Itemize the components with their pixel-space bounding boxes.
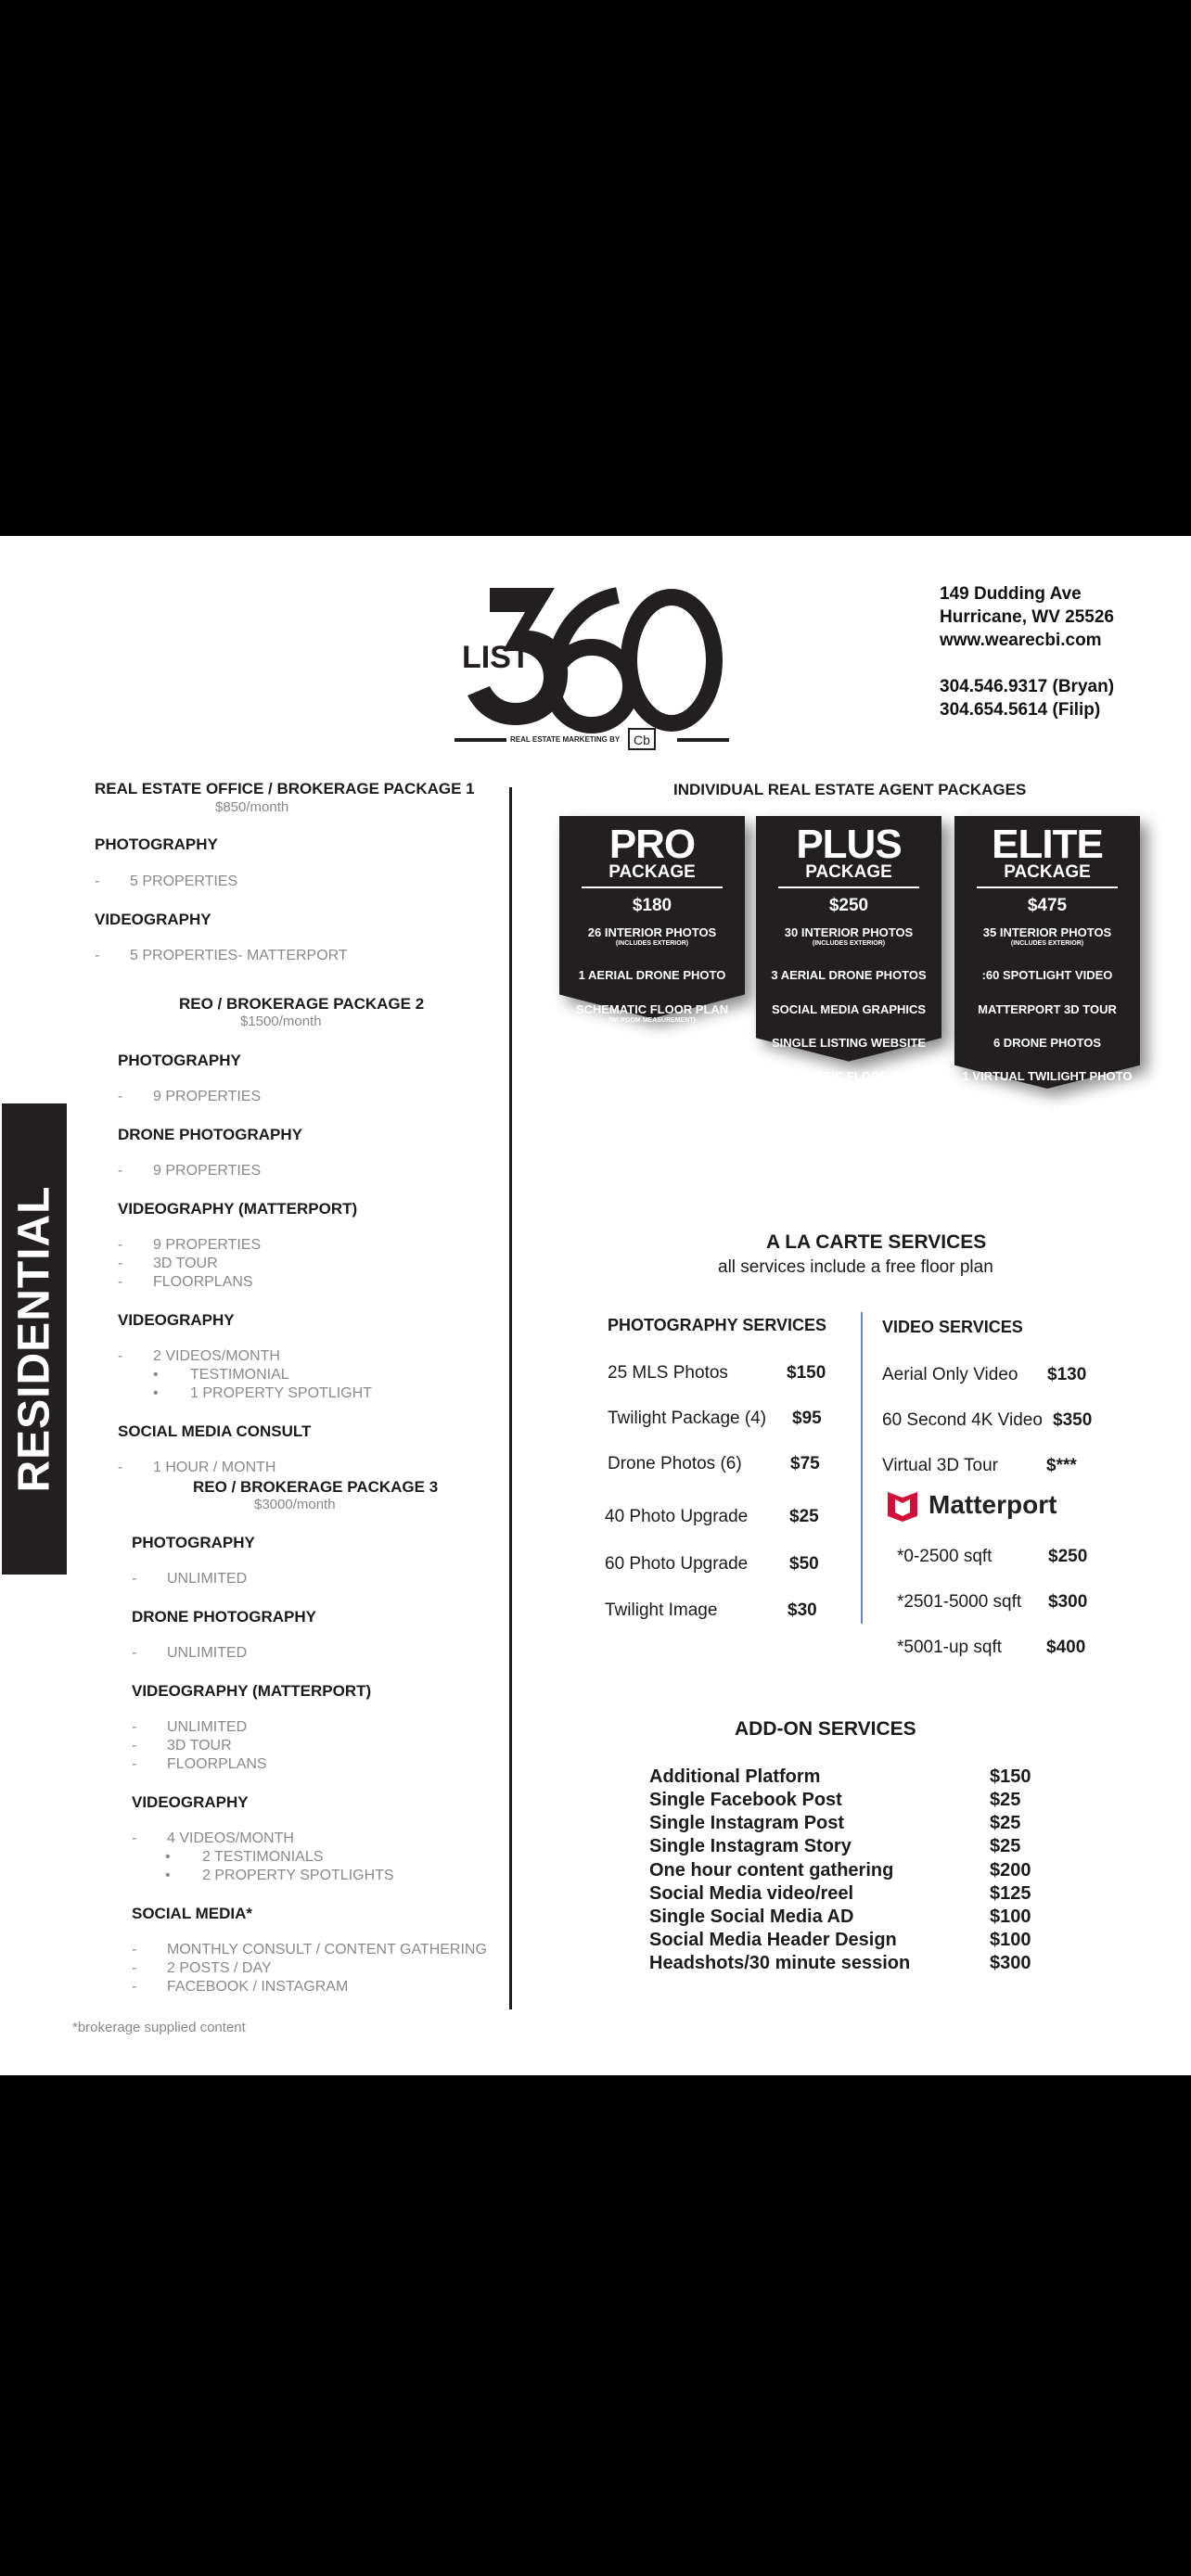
matterport-price: $300 xyxy=(1048,1592,1088,1612)
pkg2-matterport-heading: VIDEOGRAPHY (MATTERPORT) xyxy=(118,1200,358,1218)
plus-rule xyxy=(778,886,919,888)
pro-feature-1: 26 INTERIOR PHOTOS (INCLUDES EXTERIOR) xyxy=(587,925,717,947)
video-services-heading: VIDEO SERVICES xyxy=(882,1318,1023,1336)
elite-rule xyxy=(977,886,1118,888)
photo-service-price: $75 xyxy=(790,1454,820,1473)
elite-sub: PACKAGE xyxy=(1004,862,1091,882)
list-item: - MONTHLY CONSULT / CONTENT GATHERING xyxy=(132,1942,487,1958)
addon-price: $25 xyxy=(990,1836,1021,1856)
elite-package-card[interactable] xyxy=(954,816,1140,1205)
matterport-logo xyxy=(886,1488,1108,1526)
column-divider xyxy=(509,787,512,2009)
plus-price: $250 xyxy=(828,896,869,915)
matterport-row: *5001-up sqft xyxy=(897,1638,1003,1657)
plus-feature-4: SINGLE LISTING WEBSITE xyxy=(771,1036,927,1050)
plus-sub: PACKAGE xyxy=(805,862,892,882)
addon-price: $150 xyxy=(990,1766,1031,1787)
address-line1: 149 Dudding Ave xyxy=(940,584,1082,604)
pkg3-social-heading: SOCIAL MEDIA* xyxy=(132,1905,253,1922)
addon-row: Headshots/30 minute session xyxy=(649,1953,911,1973)
addon-row: Single Facebook Post xyxy=(649,1790,842,1810)
photo-service-row: Drone Photos (6) xyxy=(608,1454,742,1473)
addon-price: $100 xyxy=(990,1906,1031,1927)
list-item: • 2 PROPERTY SPOTLIGHTS xyxy=(165,1868,394,1883)
addon-price: $200 xyxy=(990,1860,1031,1881)
list-item: - FLOORPLANS xyxy=(118,1274,253,1290)
video-service-price: $130 xyxy=(1047,1365,1087,1384)
elite-name: ELITE xyxy=(992,822,1103,867)
pkg3-drone-heading: DRONE PHOTOGRAPHY xyxy=(132,1608,316,1626)
logo-word: LIST xyxy=(462,640,531,675)
list-item: - FACEBOOK / INSTAGRAM xyxy=(132,1979,349,1995)
pkg3-videography-heading: VIDEOGRAPHY xyxy=(132,1793,249,1811)
list-item: - 1 HOUR / MONTH xyxy=(118,1460,276,1475)
residential-side-label xyxy=(2,1103,67,1575)
addon-row: Single Social Media AD xyxy=(649,1906,854,1927)
video-service-row: Virtual 3D Tour xyxy=(882,1456,998,1475)
photo-service-row: 25 MLS Photos xyxy=(608,1363,728,1383)
photo-service-row: 40 Photo Upgrade xyxy=(605,1507,749,1526)
phone-filip[interactable]: 304.654.5614 (Filip) xyxy=(940,700,1101,720)
addon-price: $25 xyxy=(990,1813,1021,1833)
pkg2-drone-heading: DRONE PHOTOGRAPHY xyxy=(118,1126,302,1143)
addon-row: Single Instagram Story xyxy=(649,1836,852,1856)
pkg1-videography-heading: VIDEOGRAPHY xyxy=(95,911,211,928)
pkg2-photography-heading: PHOTOGRAPHY xyxy=(118,1052,241,1069)
logo-tagline: REAL ESTATE MARKETING BY xyxy=(510,735,621,744)
list-item: - 9 PROPERTIES xyxy=(118,1089,262,1104)
pro-price: $180 xyxy=(632,896,672,915)
video-service-price: $*** xyxy=(1046,1456,1077,1475)
addon-price: $25 xyxy=(990,1790,1021,1810)
list-item: - 9 PROPERTIES xyxy=(118,1237,262,1253)
individual-packages-title: INDIVIDUAL REAL ESTATE AGENT PACKAGES xyxy=(673,781,1027,798)
addon-row: One hour content gathering xyxy=(649,1860,894,1881)
plus-feature-2: 3 AERIAL DRONE PHOTOS xyxy=(771,968,927,982)
alacarte-subtitle: all services include a free floor plan xyxy=(718,1257,993,1277)
pro-package-card[interactable] xyxy=(559,816,745,1131)
pkg2-social-heading: SOCIAL MEDIA CONSULT xyxy=(118,1422,312,1440)
elite-feature-3: MATTERPORT 3D TOUR xyxy=(978,1002,1117,1016)
photo-service-price: $150 xyxy=(787,1363,826,1383)
list-item: • 2 TESTIMONIALS xyxy=(165,1849,324,1865)
list-item: • 1 PROPERTY SPOTLIGHT xyxy=(153,1385,372,1401)
price-sheet xyxy=(0,536,1191,2075)
plus-feature-3: SOCIAL MEDIA GRAPHICS xyxy=(771,1002,927,1016)
addon-title: ADD-ON SERVICES xyxy=(735,1718,916,1740)
addon-price: $300 xyxy=(990,1953,1031,1973)
addon-row: Social Media Header Design xyxy=(649,1930,897,1950)
elite-feature-6: SCHEMATIC FLOOR PLAN (W/ ROOM MEASUREMENT) xyxy=(970,1103,1124,1124)
elite-feature-5: 1 VIRTUAL TWILIGHT PHOTO xyxy=(962,1069,1133,1083)
video-service-price: $350 xyxy=(1053,1410,1093,1430)
list360-logo xyxy=(453,577,731,753)
pkg3-photography-heading: PHOTOGRAPHY xyxy=(132,1534,255,1551)
matterport-price: $250 xyxy=(1048,1547,1088,1566)
plus-feature-5: SCHEMATIC FLOOR PLAN (W/ ROOM MEASUREMENT) xyxy=(772,1069,926,1090)
website[interactable]: www.wearecbi.com xyxy=(940,631,1102,650)
list-item: - 2 VIDEOS/MONTH xyxy=(118,1348,280,1364)
elite-feature-7: LISTING GRAPHICS xyxy=(990,1146,1105,1160)
pro-sub: PACKAGE xyxy=(608,862,696,882)
pkg2-videography-heading: VIDEOGRAPHY xyxy=(118,1311,235,1329)
list360-logo-graphic xyxy=(453,577,731,753)
list-item: - UNLIMITED xyxy=(132,1719,248,1735)
photo-services-heading: PHOTOGRAPHY SERVICES xyxy=(608,1316,827,1334)
pkg2-title: REO / BROKERAGE PACKAGE 2 xyxy=(179,995,425,1013)
logo-badge: Cb xyxy=(634,733,650,747)
pro-feature-2: 1 AERIAL DRONE PHOTO xyxy=(578,968,726,982)
addon-row: Single Instagram Post xyxy=(649,1813,845,1833)
list-item: - 4 VIDEOS/MONTH xyxy=(132,1830,294,1846)
matterport-row: *0-2500 sqft xyxy=(897,1547,992,1566)
photo-service-row: 60 Photo Upgrade xyxy=(605,1554,749,1574)
plus-feature-1: 30 INTERIOR PHOTOS (INCLUDES EXTERIOR) xyxy=(784,925,914,947)
footnote: *brokerage supplied content xyxy=(72,2020,246,2035)
contact-block xyxy=(940,582,1114,721)
alacarte-title: A LA CARTE SERVICES xyxy=(766,1231,987,1253)
list-item: - 3D TOUR xyxy=(118,1256,218,1271)
addon-row: Additional Platform xyxy=(649,1766,821,1787)
pkg3-matterport-heading: VIDEOGRAPHY (MATTERPORT) xyxy=(132,1682,372,1700)
video-service-row: 60 Second 4K Video xyxy=(882,1410,1043,1430)
pkg3-title: REO / BROKERAGE PACKAGE 3 xyxy=(193,1478,439,1496)
list-item: - 5 PROPERTIES- MATTERPORT xyxy=(95,948,348,963)
photo-service-price: $95 xyxy=(792,1409,822,1428)
photo-service-row: Twilight Image xyxy=(605,1600,718,1620)
photo-service-price: $25 xyxy=(789,1507,819,1526)
pkg2-price: $1500/month xyxy=(240,1014,322,1029)
services-divider xyxy=(861,1312,863,1624)
photo-service-price: $50 xyxy=(789,1554,819,1574)
pro-rule xyxy=(582,886,723,888)
residential-text: RESIDENTIAL xyxy=(9,1185,59,1493)
plus-package-card[interactable] xyxy=(756,816,941,1168)
video-service-row: Aerial Only Video xyxy=(882,1365,1018,1384)
matterport-price: $400 xyxy=(1046,1638,1086,1657)
addon-price: $100 xyxy=(990,1930,1031,1950)
list-item: - 3D TOUR xyxy=(132,1738,232,1753)
plus-name: PLUS xyxy=(796,822,902,867)
elite-feature-4: 6 DRONE PHOTOS xyxy=(992,1036,1102,1050)
pkg1-price: $850/month xyxy=(215,799,289,815)
address-line2: Hurricane, WV 25526 xyxy=(940,607,1114,627)
photo-service-price: $30 xyxy=(788,1600,817,1620)
phone-bryan[interactable]: 304.546.9317 (Bryan) xyxy=(940,677,1115,696)
list-item: - 9 PROPERTIES xyxy=(118,1163,262,1179)
pkg1-title: REAL ESTATE OFFICE / BROKERAGE PACKAGE 1 xyxy=(95,780,475,797)
list-item: • TESTIMONIAL xyxy=(153,1367,289,1383)
list-item: - UNLIMITED xyxy=(132,1571,248,1587)
matterport-row: *2501-5000 sqft xyxy=(897,1592,1022,1612)
list-item: - FLOORPLANS xyxy=(132,1756,267,1772)
addon-row: Social Media video/reel xyxy=(649,1883,854,1904)
addon-price: $125 xyxy=(990,1883,1031,1904)
elite-feature-2: :60 SPOTLIGHT VIDEO xyxy=(981,968,1113,982)
photo-service-row: Twilight Package (4) xyxy=(608,1409,767,1428)
matterport-wordmark: Matterport xyxy=(928,1490,1057,1519)
list-item: - UNLIMITED xyxy=(132,1645,248,1661)
elite-feature-1: 35 INTERIOR PHOTOS (INCLUDES EXTERIOR) xyxy=(982,925,1112,947)
matterport-icon xyxy=(886,1488,1108,1522)
pro-name: PRO xyxy=(608,822,696,867)
elite-price: $475 xyxy=(1027,896,1068,915)
pkg1-photography-heading: PHOTOGRAPHY xyxy=(95,835,218,853)
pro-feature-3: SCHEMATIC FLOOR PLAN (W/ ROOM MEASUREMENT) xyxy=(575,1002,729,1024)
list-item: - 5 PROPERTIES xyxy=(95,874,238,889)
list-item: - 2 POSTS / DAY xyxy=(132,1960,272,1976)
pkg3-price: $3000/month xyxy=(254,1497,336,1512)
